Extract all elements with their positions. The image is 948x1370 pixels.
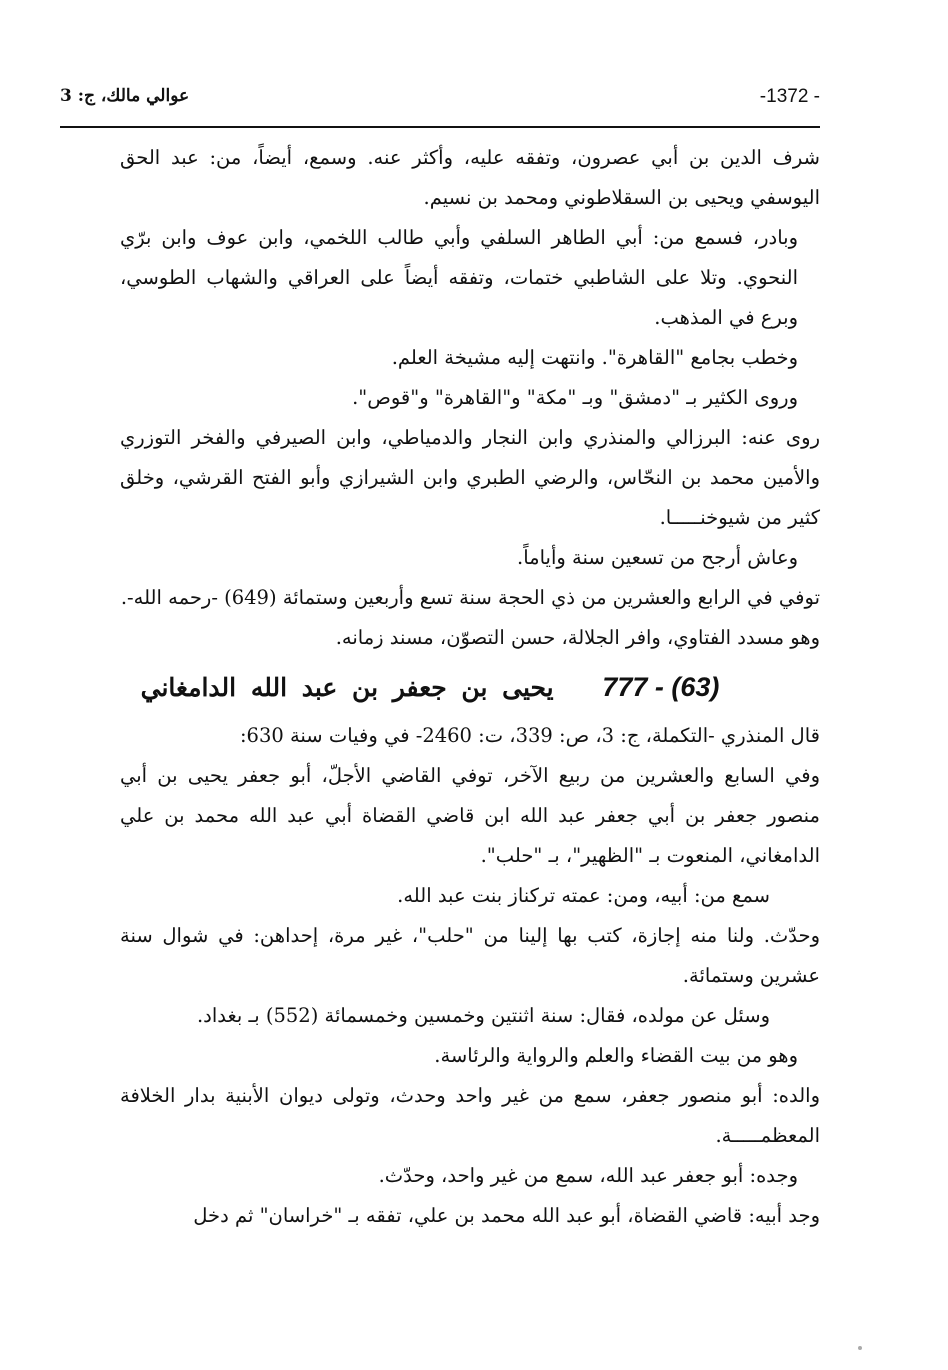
paragraph: وجده: أبو جعفر عبد الله، سمع من غير واحد، وحدّث. <box>378 1164 798 1187</box>
scan-speck <box>858 1346 862 1350</box>
header-divider <box>60 126 820 128</box>
paragraph: وهو من بيت القضاء والعلم والرواية والرئاسة. <box>434 1044 798 1067</box>
paragraph: وهو مسدد الفتاوي، وافر الجلالة، حسن التصوّن، مسند زمانه. <box>335 626 820 649</box>
entry-heading <box>120 662 820 712</box>
paragraph: وجد أبيه: قاضي القضاة، أبو عبد الله محمد بن علي، تفقه بـ "خراسان" ثم دخل <box>193 1204 820 1227</box>
page-number: -1372 - <box>759 86 820 107</box>
paragraph: وفي السابع والعشرين من ربيع الآخر، توفي القاضي الأجلّ، أبو جعفر يحيى بن أبي منصور جعفر بن أبي جعفر عبد الله ابن قاضي القضاة أبي عبد الله محمد بن علي الدامغاني، المنعوت بـ "الظهير"، بـ "حلب". <box>120 764 820 867</box>
paragraph: قال المنذري -التكملة، ج: 3، ص: 339، ت: 2460- في وفيات سنة 630: <box>239 724 820 747</box>
entry-name: يحيى بن جعفر بن عبد الله الدامغاني <box>140 673 554 702</box>
paragraph: روى عنه: البرزالي والمنذري وابن النجار والدمياطي، وابن الصيرفي والفخر التوزري والأمين محمد بن النحّاس، والرضي الطبري وابن الشيرازي وأبو الفتح القرشي، وخلق كثير من شيوخنـــــا. <box>120 426 820 529</box>
page-body <box>120 138 820 1236</box>
paragraph: والده: أبو منصور جعفر، سمع من غير واحد وحدث، وتولى ديوان الأبنية بدار الخلافة المعظمـــــة. <box>120 1084 820 1147</box>
paragraph: وخطب بجامع "القاهرة". وانتهت إليه مشيخة العلم. <box>391 346 798 369</box>
running-title: عوالي مالك، ج: 3 <box>60 86 190 106</box>
paragraph: وسئل عن مولده، فقال: سنة اثنتين وخمسين وخمسمائة (552) بـ بغداد. <box>196 1004 770 1027</box>
page-header <box>60 86 820 124</box>
paragraph: وحدّث. ولنا منه إجازة، كتب بها إلينا من "حلب"، غير مرة، إحداهن: في شوال سنة عشرين وستمائة. <box>120 924 820 987</box>
paragraph: توفي في الرابع والعشرين من ذي الحجة سنة تسع وأربعين وستمائة (649) -رحمه الله-. <box>120 586 820 609</box>
paragraph: شرف الدين بن أبي عصرون، وتفقه عليه، وأكثر عنه. وسمع، أيضاً، من: عبد الحق اليوسفي ويحيى بن السقلاطوني ومحمد بن نسيم. <box>120 146 820 209</box>
paragraph: وبادر، فسمع من: أبي الطاهر السلفي وأبي طالب اللخمي، وابن عوف وابن برّي النحوي. وتلا على الشاطبي ختمات، وتفقه أيضاً على العراقي والشهاب الطوسي، وبرع في المذهب. <box>120 226 798 329</box>
paragraph: سمع من: أبيه، ومن: عمته تركناز بنت عبد الله. <box>397 884 770 907</box>
paragraph: وعاش أرجح من تسعين سنة وأياماً. <box>517 546 798 569</box>
paragraph: وروى الكثير بـ "دمشق" وبـ "مكة" و"القاهرة" و"قوص". <box>352 386 798 409</box>
entry-number: 777 - (63) <box>602 672 720 702</box>
